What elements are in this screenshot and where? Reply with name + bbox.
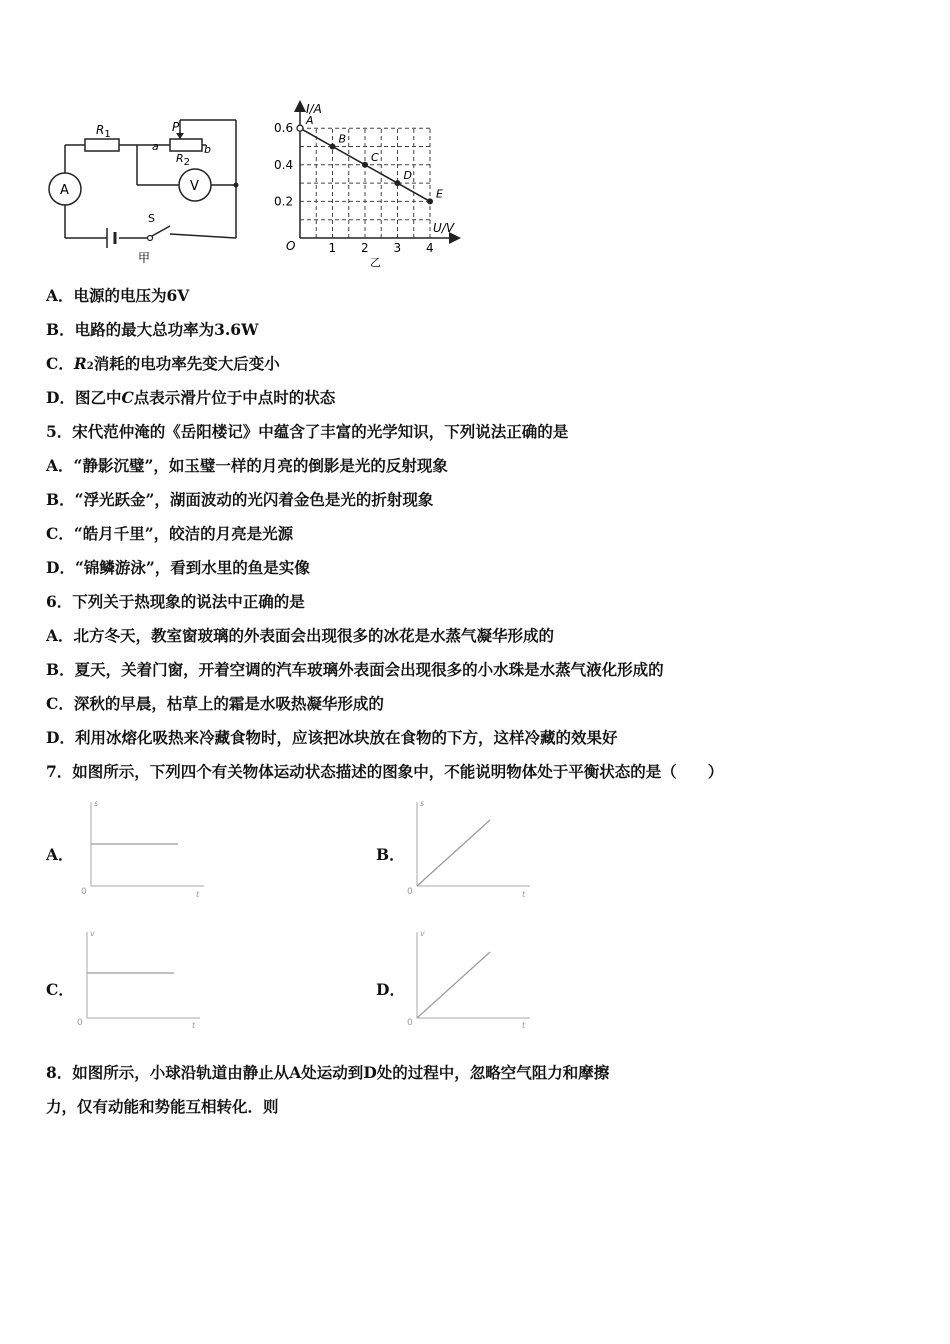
x-tick-label: 2 bbox=[361, 241, 369, 255]
r2-label: R2 bbox=[176, 152, 191, 168]
iu-point-label: A bbox=[306, 114, 314, 128]
x-tick-label: 3 bbox=[393, 241, 402, 255]
q7-stem: 7．如图所示，下列四个有关物体运动状态描述的图象中，不能说明物体处于平衡状态的是（ ） bbox=[46, 762, 724, 781]
rheostat-r2 bbox=[170, 139, 202, 151]
figure-caption-yi: 乙 bbox=[370, 256, 381, 269]
q8-stem-line1: 8．如图所示，小球沿轨道由静止从A处运动到D处的过程中，忽略空气阻力和摩擦 bbox=[46, 1063, 610, 1082]
q7b-curve bbox=[417, 820, 490, 886]
switch-pivot bbox=[148, 236, 153, 241]
q7-graph-c bbox=[72, 926, 212, 1030]
origin-label: O bbox=[286, 239, 296, 253]
q6-option-b: B．夏天，关着门窗，开着空调的汽车玻璃外表面会出现很多的小水珠是水蒸气液化形成的 bbox=[46, 660, 664, 679]
q7d-curve bbox=[417, 952, 490, 1018]
iu-point bbox=[395, 180, 401, 186]
q7-graph-d bbox=[402, 926, 542, 1030]
r1-label: $R_1$ bbox=[96, 123, 111, 140]
q7c-y-label: v bbox=[90, 929, 95, 938]
a-label: a bbox=[152, 140, 159, 153]
x-axis-label: U/V bbox=[433, 221, 455, 235]
y-tick-label: 0.2 bbox=[274, 194, 294, 209]
q4-option-b: B．电路的最大总功率为3.6W bbox=[46, 320, 259, 339]
q6-option-a: A．北方冬天，教室窗玻璃的外表面会出现很多的冰花是水蒸气凝华形成的 bbox=[46, 626, 555, 645]
q7b-origin: 0 bbox=[407, 887, 413, 897]
y-tick-label: 0.6 bbox=[274, 121, 294, 136]
iu-point bbox=[362, 162, 368, 168]
iu-point-label: C bbox=[371, 150, 379, 164]
q5-option-c: C．“皓月千里”，皎洁的月亮是光源 bbox=[46, 524, 294, 543]
x-tick-label: 1 bbox=[328, 241, 337, 255]
q7a-origin: 0 bbox=[81, 887, 87, 897]
q7b-y-label: s bbox=[420, 799, 425, 808]
iu-graph bbox=[270, 100, 470, 270]
iu-point-label: B bbox=[338, 132, 347, 146]
iu-point-label: D bbox=[403, 169, 412, 183]
q7d-x-label: t bbox=[522, 1021, 526, 1030]
q7a-y-label: s bbox=[94, 799, 99, 808]
q6-stem: 6．下列关于热现象的说法中正确的是 bbox=[46, 592, 305, 611]
circuit-diagram bbox=[40, 108, 250, 268]
q7-option-a-label: A． bbox=[46, 845, 74, 864]
q5-option-b: B．“浮光跃金”，湖面波动的光闪着金色是光的折射现象 bbox=[46, 490, 434, 509]
q5-stem: 5．宋代范仲淹的《岳阳楼记》中蕴含了丰富的光学知识，下列说法正确的是 bbox=[46, 422, 569, 441]
q4-option-c: C．R2消耗的电功率先变大后变小 bbox=[46, 354, 280, 373]
q7b-x-label: t bbox=[522, 890, 526, 899]
q7c-x-label: t bbox=[192, 1021, 196, 1030]
q4-option-a: A．电源的电压为6V bbox=[46, 286, 190, 305]
q6-option-d: D．利用冰熔化吸热来冷藏食物时，应该把冰块放在食物的下方，这样冷藏的效果好 bbox=[46, 728, 618, 747]
q6-option-c: C．深秋的早晨，枯草上的霜是水吸热凝华形成的 bbox=[46, 694, 384, 713]
q7-option-b-label: B． bbox=[376, 845, 405, 864]
iu-point bbox=[330, 144, 336, 150]
graph-grid bbox=[300, 128, 430, 238]
b-label: b bbox=[204, 143, 211, 156]
q8-stem-line2: 力，仅有动能和势能互相转化．则 bbox=[46, 1097, 279, 1116]
q5-option-a: A．“静影沉璧”，如玉璧一样的月亮的倒影是光的反射现象 bbox=[46, 456, 448, 475]
q7-graph-b bbox=[402, 796, 542, 900]
q7-graph-a bbox=[76, 796, 216, 900]
ammeter-label: A bbox=[60, 183, 69, 198]
voltmeter-label: V bbox=[190, 179, 199, 194]
q7d-y-label: v bbox=[420, 929, 425, 938]
x-tick-label: 4 bbox=[426, 241, 434, 255]
iu-point bbox=[297, 125, 303, 131]
switch-label: S bbox=[148, 212, 155, 225]
p-label: P bbox=[172, 120, 180, 134]
figure-caption-jia: 甲 bbox=[138, 251, 151, 265]
q5-option-d: D．“锦鳞游泳”，看到水里的鱼是实像 bbox=[46, 558, 310, 577]
q7d-origin: 0 bbox=[407, 1018, 413, 1028]
q7c-origin: 0 bbox=[77, 1018, 83, 1028]
q7-option-d-label: D． bbox=[376, 980, 405, 999]
resistor-r1 bbox=[85, 139, 119, 151]
q7-option-c-label: C． bbox=[46, 980, 74, 999]
y-tick-label: 0.4 bbox=[274, 157, 294, 172]
iu-point bbox=[427, 198, 433, 204]
y-axis-label: I/A bbox=[306, 102, 322, 116]
switch-lever bbox=[152, 226, 170, 236]
q4-option-d: D．图乙中C点表示滑片位于中点时的状态 bbox=[46, 388, 336, 407]
q7a-x-label: t bbox=[196, 890, 200, 899]
iu-point-label: E bbox=[436, 187, 443, 201]
